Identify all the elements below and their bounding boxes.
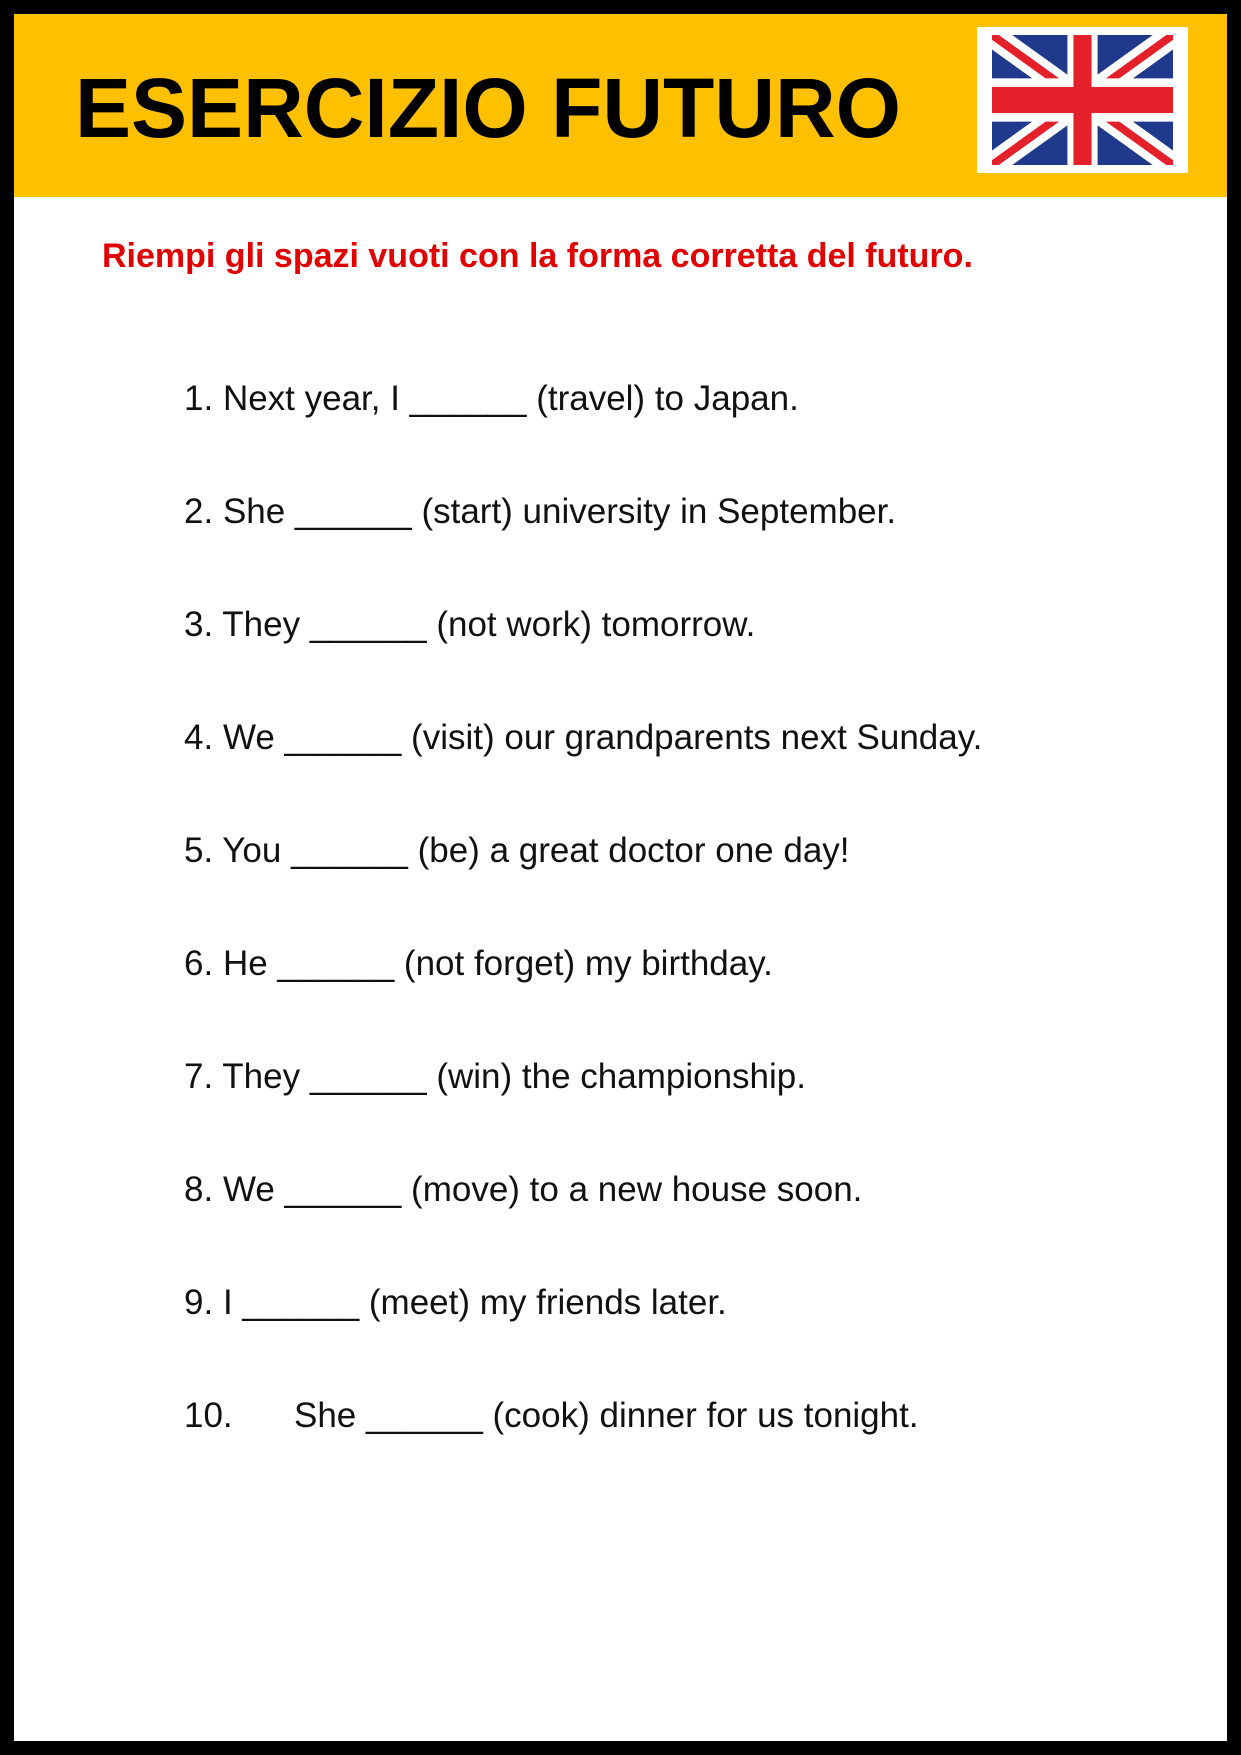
exercise-sentence: I ______ (meet) my friends later.	[222, 1283, 727, 1322]
exercise-number: 8.	[184, 1170, 214, 1209]
exercise-number: 1.	[184, 379, 214, 418]
exercise-number: 5.	[184, 831, 214, 870]
exercise-list	[184, 377, 982, 1507]
exercise-number: 4.	[184, 718, 214, 757]
page-title: ESERCIZIO FUTURO	[75, 61, 902, 155]
exercise-item	[184, 490, 982, 603]
exercise-sentence: She ______ (cook) dinner for us tonight.	[294, 1396, 919, 1435]
union-jack-flag-icon	[977, 27, 1188, 173]
exercise-item	[184, 603, 982, 716]
exercise-number: 7.	[184, 1057, 214, 1096]
exercise-sentence: Next year, I ______ (travel) to Japan.	[222, 379, 799, 418]
exercise-item	[184, 829, 982, 942]
exercise-number: 9.	[184, 1283, 214, 1322]
exercise-sentence: We ______ (visit) our grandparents next Sunday.	[222, 718, 983, 757]
exercise-number: 2.	[184, 492, 214, 531]
exercise-sentence: They ______ (not work) tomorrow.	[222, 605, 756, 644]
exercise-number: 6.	[184, 944, 214, 983]
exercise-sentence: They ______ (win) the championship.	[222, 1057, 806, 1096]
exercise-item	[184, 1394, 982, 1507]
flag-graphic	[992, 35, 1173, 165]
exercise-item	[184, 1168, 982, 1281]
exercise-item	[184, 1281, 982, 1394]
exercise-sentence: You ______ (be) a great doctor one day!	[222, 831, 850, 870]
instruction-text: Riempi gli spazi vuoti con la forma corretta del futuro.	[102, 237, 973, 275]
exercise-number: 3.	[184, 605, 214, 644]
exercise-number: 10.	[184, 1396, 233, 1435]
worksheet-page	[14, 14, 1227, 1741]
exercise-sentence: He ______ (not forget) my birthday.	[222, 944, 773, 983]
exercise-sentence: We ______ (move) to a new house soon.	[222, 1170, 863, 1209]
exercise-item	[184, 1055, 982, 1168]
exercise-item	[184, 377, 982, 490]
exercise-item	[184, 942, 982, 1055]
exercise-item	[184, 716, 982, 829]
header-banner	[14, 14, 1227, 197]
exercise-sentence: She ______ (start) university in September.	[222, 492, 897, 531]
